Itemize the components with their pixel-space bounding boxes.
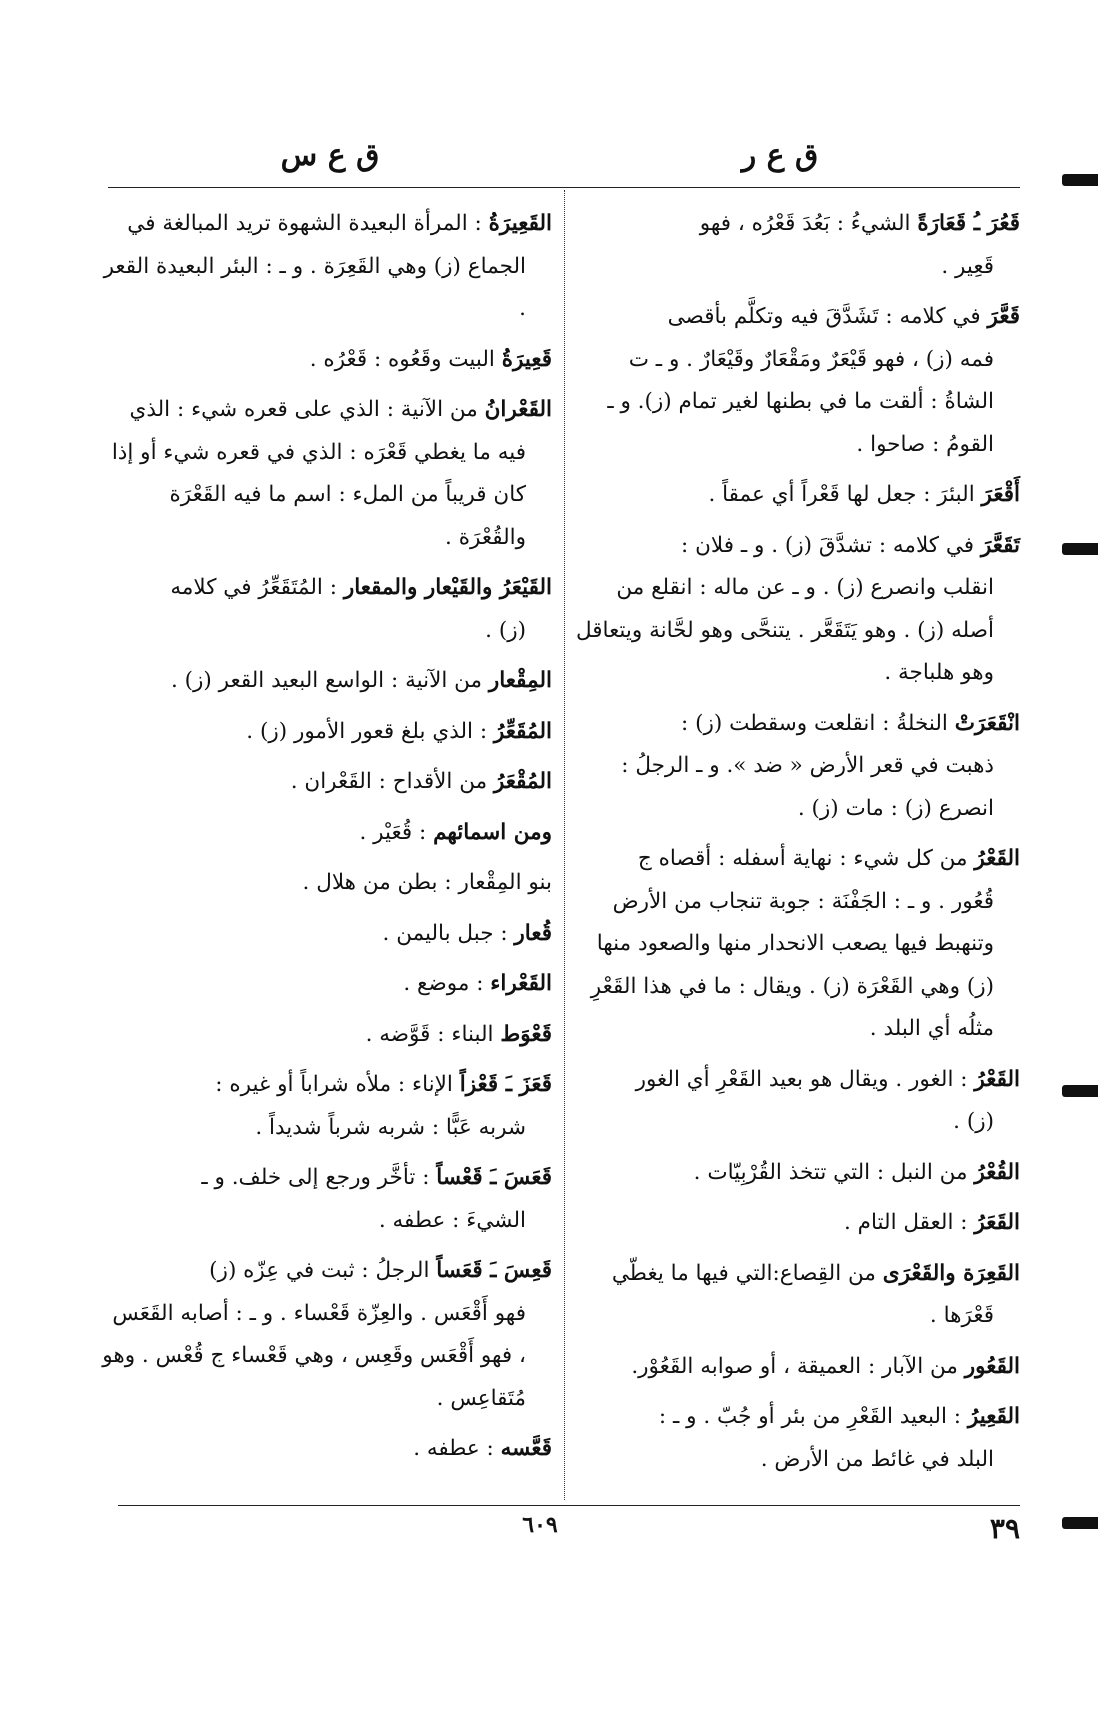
top-rule [108,187,1020,188]
entry-headword: القَعْراء [490,971,552,996]
entry-headword: قَعِيرَةُ [501,346,552,372]
margin-mark [1062,174,1098,186]
margin-mark [1062,1085,1098,1097]
entry-headword: القَعَرُ [974,1210,1020,1235]
dictionary-entry [574,296,1020,466]
entry-definition: البئرَ : جعل لها قَعْراً أي عمقاً . [708,482,982,507]
dictionary-entry [100,567,552,652]
entry-definition: من النبل : التي تتخذ القُرْبِيّات . [693,1159,975,1185]
entry-headword: القُعْرُ [974,1159,1020,1185]
entry-continuation: ذهبت في قعر الأرض « ضد ». و ـ الرجلُ : انصرع (ز) : مات (ز) . [621,753,994,821]
entry-headword: القَعِيرُ [967,1404,1020,1429]
entry-continuation: شربه عَبًّا : شربه شرباً شديداً . [255,1114,526,1140]
entry-definition: : تأخَّر ورجع إلى خلف. و ـ [201,1165,437,1190]
entry-headword: المُقْعَرُ [493,769,552,794]
dictionary-entry [100,913,552,956]
entry-definition: البناء : قَوَّضه . [365,1021,501,1047]
entry-headword: القَعُور [964,1353,1020,1379]
entry-definition: : المُتَقَعِّرُ في كلامه [170,575,344,600]
entry-headword: القَيْعَرُ والقَيْعار والمقعار [343,575,552,600]
entry-headword: أَقْعَرَ [981,482,1020,507]
dictionary-entry [100,1014,552,1057]
dictionary-entry [100,761,552,804]
entry-headword: القَعْرانُ [484,397,552,422]
entry-definition: : جبل باليمن . [382,920,515,946]
dictionary-entry [100,660,552,703]
entry-definition: : المرأة البعيدة الشهوة تريد المبالغة في [127,211,489,236]
entry-definition: : عطفه . [413,1436,501,1461]
entry-continuation: قُعُور . و ـ : الجَفْنَة : جوبة تنجاب من الأرض وتنهبط فيها يصعب الانحدار منها والصعود منها (ز) وهي القَعْرَة (ز) . ويقال : ما في هذا القَعْرِ مثلُه أي البلد . [590,888,994,1041]
entry-headword: قَعَزَ ـَ قَعْزاً [459,1072,552,1097]
entry-headword: القَعْرُ [974,1066,1020,1092]
dictionary-entry [100,339,552,382]
entry-definition: : الذي بلغ قعور الأمور (ز) . [246,718,494,744]
margin-mark [1062,543,1098,555]
entry-headword: قَعِسَ ـَ قَعَساً [436,1258,552,1283]
dictionary-entry [100,862,552,905]
page-number-left: ٦٠٩ [522,1512,558,1538]
entry-definition: : العقل التام . [844,1210,975,1235]
entry-continuation: الشيءَ : عطفه . [378,1207,526,1233]
entry-headword: قَعُرَ ـُ قَعَارَةً [917,211,1020,236]
entry-headword: القَعِرَة والقَعْرَى [882,1260,1020,1286]
entry-definition: من القِصاع:التي فيها ما يغطّي [611,1260,883,1286]
entry-continuation: (ز) . [485,617,526,643]
entry-definition: من كل شيء : نهاية أسفله : أقصاه ج [637,846,975,871]
left-column [100,203,552,1479]
entry-headword: المُقَعِّرُ [493,718,552,744]
column-divider [564,190,565,1500]
entry-continuation: (ز) . [953,1109,994,1134]
entry-headword: قُعار [514,920,552,946]
entry-headword: قَعَّرَ [987,304,1020,329]
right-column-root-heading: ق ع ر [741,138,819,173]
entry-continuation: قَعِير . [941,253,994,279]
dictionary-entry [574,1202,1020,1245]
entry-headword: قَعَّسه [500,1436,552,1461]
entry-headword: انْقَعَرَتْ [954,710,1020,736]
dictionary-entry [574,1059,1020,1144]
entry-continuation: فهو أَقْعَس . والعِزّة قَعْساء . و ـ : أصابه القَعَس ، فهو أَقْعَس وقَعِس ، وهي قَعْساء ج قُعْس . وهو مُتَقاعِس . [102,1300,526,1411]
entry-headword: قَعَسَ ـَ قَعْساً [436,1165,552,1190]
entry-headword: القَعِيرَةُ [488,211,552,236]
dictionary-entry [100,711,552,754]
dictionary-entry [574,1152,1020,1195]
entry-continuation: قَعْرَها . [929,1303,994,1328]
entry-definition: الرجلُ : ثبت في عِزّه (ز) [209,1258,437,1283]
entry-definition: من الآنية : الذي على قعره شيء : الذي [129,397,485,422]
dictionary-entry [574,1253,1020,1338]
dictionary-entry [574,474,1020,517]
entry-continuation: فمه (ز) ، فهو قَيْعَرٌ ومَقْعَارٌ وقَيْعَارٌ . و ـ ت الشاةُ : ألقت ما في بطنها لغير تمام (ز). و ـ القومُ : صاحوا . [607,346,994,457]
entry-definition: في كلامه : تَشَدَّقَ فيه وتكلَّم بأقصى [667,304,988,329]
dictionary-entry [574,203,1020,288]
entry-headword: تَقَعَّرَ [980,532,1020,558]
left-column-root-heading: ق ع س [280,138,380,173]
entry-definition: البيت وقَعُوه : قَعْرُه . [309,346,502,372]
entry-headword: قَعْوَط [500,1021,552,1047]
entry-definition: : موضع . [403,971,491,996]
entry-headword: القَعْرُ [974,846,1020,871]
entry-continuation: البلد في غائط من الأرض . [760,1446,994,1472]
entry-definition: من الآنية : الواسع البعيد القعر (ز) . [170,668,489,693]
page-number-right: ٣٩ [989,1512,1020,1545]
entry-definition: : البعيد القَعْرِ من بئر أو جُبّ . و ـ : [658,1404,968,1429]
dictionary-entry [100,963,552,1006]
dictionary-entry [574,703,1020,831]
dictionary-entry [100,389,552,559]
entry-definition: الإناء : ملأه شراباً أو غيره : [215,1072,460,1097]
dictionary-entry [574,1346,1020,1389]
entry-headword: المِقْعار [488,668,552,693]
entry-definition: من الآبار : العميقة ، أو صوابه القَعُوْر. [631,1353,965,1379]
dictionary-entry [574,838,1020,1051]
entry-definition: : الغور . ويقال هو بعيد القَعْرِ أي الغور [635,1066,975,1092]
entry-definition: بنو المِقْعار : بطن من هلال . [302,870,552,895]
entry-continuation: انقلب وانصرع (ز) . و ـ عن ماله : انقلع من أصله (ز) . وهو يَتَقَعَّر . يتنحَّى وهو لحَّانة ويتعاقل وهو هلباجة . [575,575,994,685]
dictionary-entry [100,1064,552,1149]
entry-definition: الشيءُ : بَعُدَ قَعْرُه ، فهو [699,211,918,236]
dictionary-entry [574,1396,1020,1481]
entry-definition: النخلةُ : انقلعت وسقطت (ز) : [681,710,955,736]
margin-mark [1062,1517,1098,1529]
dictionary-entry [574,525,1020,695]
entry-definition: من الأقداح : القَعْران . [290,769,494,794]
dictionary-entry [100,203,552,331]
entry-definition: : قُعَيْر . [359,819,434,845]
dictionary-entry [100,1157,552,1242]
dictionary-entry [100,1428,552,1471]
entry-definition: في كلامه : تشدَّقَ (ز) . و ـ فلان : [681,532,981,558]
entry-headword: ومن اسمائهم [433,819,552,845]
bottom-rule [118,1505,1020,1506]
dictionary-entry [100,812,552,855]
dictionary-entry [100,1250,552,1420]
right-column [574,203,1020,1489]
entry-continuation: فيه ما يغطي قَعْرَه : الذي في قعره شيء أو إذا كان قريباً من الملء : اسم ما فيه القَعْرَة والقُعْرَة . [111,439,526,550]
entry-continuation: الجماع (ز) وهي القَعِرَة . و ـ : البئر البعيدة القعر . [103,253,526,321]
